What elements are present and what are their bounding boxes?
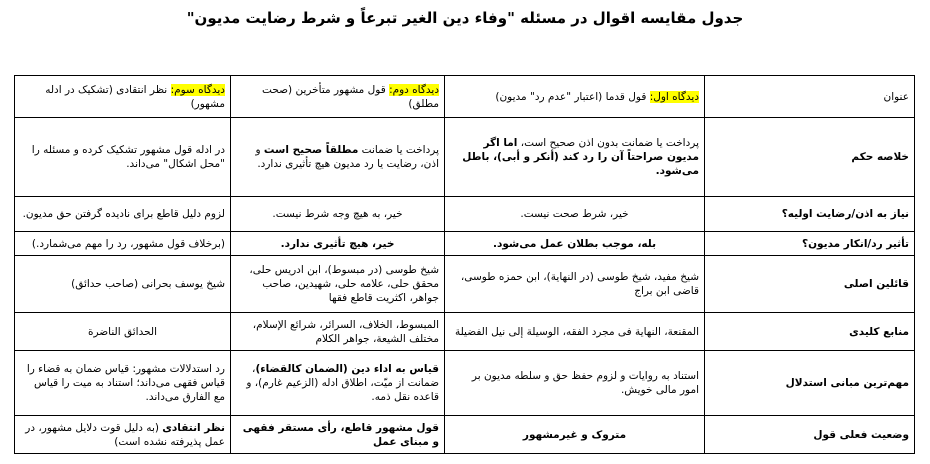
header-view3 — [15, 76, 231, 118]
row-label: خلاصه حکم — [705, 118, 915, 197]
cell-view3 — [15, 416, 231, 454]
table-row — [15, 313, 915, 351]
table-row — [15, 416, 915, 454]
row-label: نیاز به اذن/رضایت اولیه؟ — [705, 197, 915, 232]
table-row — [15, 197, 915, 232]
cell-text-bold: مطلقاً صحیح است — [263, 144, 359, 156]
cell-text: پرداخت یا ضمانت — [358, 144, 439, 156]
row-label: قائلین اصلی — [705, 256, 915, 313]
table-row — [15, 351, 915, 416]
view1-tag: دیدگاه اول: — [649, 90, 699, 103]
header-view2 — [231, 76, 445, 118]
cell-view3: رد استدلالات مشهور: قیاس ضمان به قضاء را قیاس فقهی می‌داند؛ استناد به میت را قیاس مع الفارق می‌داند. — [15, 351, 231, 416]
cell-view2: شیخ طوسی (در مبسوط)، ابن ادریس حلی، محقق حلی، علامه حلی، شهیدین، صاحب جواهر، اکثریت قاطع فقها — [231, 256, 445, 313]
header-topic: عنوان — [705, 76, 915, 118]
table-row — [15, 118, 915, 197]
view3-title: نظر انتقادی (تشکیک در ادله مشهور) — [45, 83, 225, 110]
cell-view3: لزوم دلیل قاطع برای نادیده گرفتن حق مدیون. — [15, 197, 231, 232]
cell-view3: (برخلاف قول مشهور، رد را مهم می‌شمارد.) — [15, 232, 231, 256]
cell-view2: المبسوط، الخلاف، السرائر، شرائع الإسلام، مختلف الشیعة، جواهر الکلام — [231, 313, 445, 351]
cell-view2 — [231, 118, 445, 197]
header-row — [15, 76, 915, 118]
table-row — [15, 232, 915, 256]
cell-text-bold: نظر انتقادی — [162, 421, 225, 434]
cell-view1: استناد به روایات و لزوم حفظ حق و سلطه مدیون بر امور مالی خویش. — [445, 351, 705, 416]
header-view1 — [445, 76, 705, 118]
cell-text-bold: اما اگر مدیون صراحتاً آن را رد کند (أنکر و أبی)، باطل می‌شود. — [462, 137, 699, 177]
cell-view1: شیخ مفید، شیخ طوسی (در النهایة)، ابن حمزه طوسی، قاضی ابن براج — [445, 256, 705, 313]
cell-view1: متروک و غیرمشهور — [445, 416, 705, 454]
row-label: تأثیر رد/انکار مدیون؟ — [705, 232, 915, 256]
cell-view2: قول مشهور قاطع، رأی مستقر فقهی و مبنای عمل — [231, 416, 445, 454]
cell-text-bold: قیاس به اداء دین (الضمان کالقضاء) — [255, 363, 439, 375]
cell-view3: در ادله قول مشهور تشکیک کرده و مسئله را "محل اشکال" می‌داند. — [15, 118, 231, 197]
cell-view2: خیر، به هیچ وجه شرط نیست. — [231, 197, 445, 232]
cell-view1 — [445, 118, 705, 197]
cell-text: (به دلیل قوت دلایل مشهور، در عمل پذیرفته نشده است) — [25, 421, 225, 448]
page-title: جدول مقایسه اقوال در مسئله "وفاء دین الغیر تبرعاً و شرط رضایت مدیون" — [186, 9, 744, 27]
row-label: وضعیت فعلی قول — [705, 416, 915, 454]
row-label: منابع کلیدی — [705, 313, 915, 351]
cell-view1: بله، موجب بطلان عمل می‌شود. — [445, 232, 705, 256]
row-label: مهم‌ترین مبانی استدلال — [705, 351, 915, 416]
cell-view3: الحدائق الناضرة — [15, 313, 231, 351]
cell-text: ، ضمانت از میّت، اطلاق ادله (الزعیم غارم)، و قاعده نقل ذمه. — [246, 363, 439, 403]
view2-tag: دیدگاه دوم: — [389, 83, 439, 96]
cell-view1: المقنعة، النهایة فی مجرد الفقه، الوسیلة إلی نیل الفضیلة — [445, 313, 705, 351]
cell-view1: خیر، شرط صحت نیست. — [445, 197, 705, 232]
view3-tag: دیدگاه سوم: — [170, 83, 225, 96]
cell-text: و اذن، رضایت یا رد مدیون هیچ تأثیری ندارد. — [255, 144, 439, 170]
comparison-table — [14, 75, 915, 454]
view1-title: قول قدما (اعتبار "عدم رد" مدیون) — [495, 90, 650, 103]
table-row — [15, 256, 915, 313]
cell-view2: خیر، هیچ تأثیری ندارد. — [231, 232, 445, 256]
cell-view2 — [231, 351, 445, 416]
cell-text: پرداخت یا ضمانت بدون اذن صحیح است، — [517, 137, 699, 149]
cell-view3: شیخ یوسف بحرانی (صاحب حدائق) — [15, 256, 231, 313]
view2-title: قول مشهور متأخرین (صحت مطلق) — [262, 83, 439, 110]
